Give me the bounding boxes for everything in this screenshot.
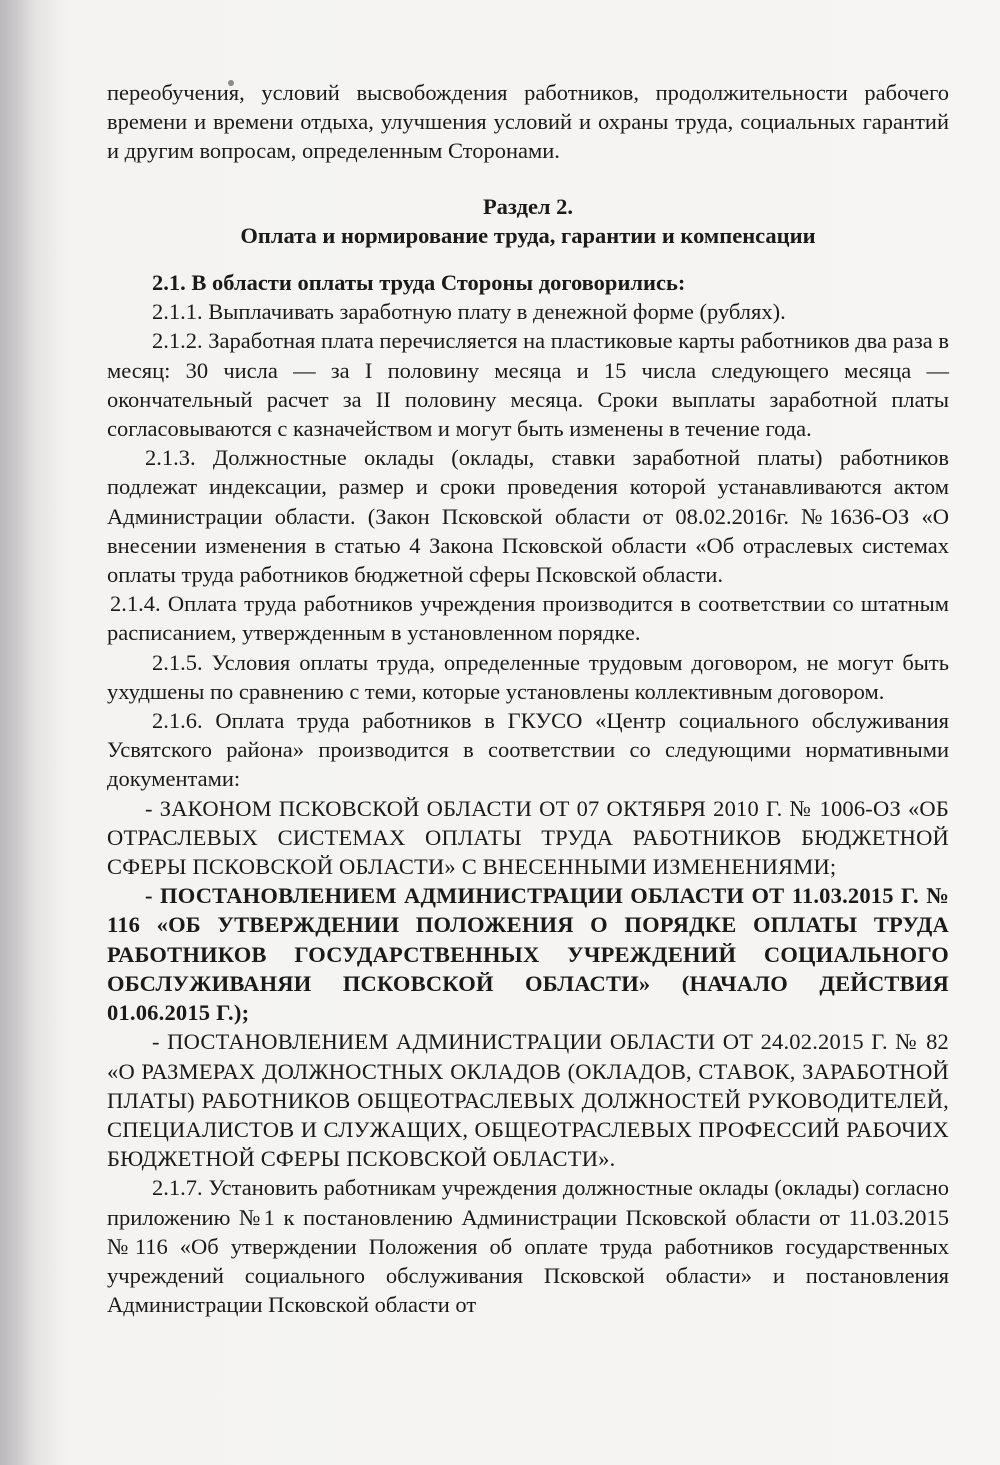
clause-2-1-1: 2.1.1. Выплачивать заработную плату в денежной форме (рублях). (152, 299, 786, 325)
normative-doc-1: - ЗАКОНОМ ПСКОВСКОЙ ОБЛАСТИ ОТ 07 ОКТЯБРЯ 2010 Г. № 1006-ОЗ «ОБ ОТРАСЛЕВЫХ СИСТЕМАХ ОПЛАТЫ ТРУДА РАБОТНИКОВ БЮДЖЕТНОЙ СФЕРЫ ПСКОВСКОЙ ОБЛАСТИ» С ВНЕСЕННЫМИ ИЗМЕНЕНИЯМИ; (107, 795, 949, 880)
section-title: Оплата и нормирование труда, гарантии и компенсации (240, 222, 816, 248)
clause-2-1-2: 2.1.2. Заработная плата перечисляется на пластиковые карты работников два раза в месяц: 30 числа — за I половину месяца и 15 числа следующего месяца — окончательный расчет за II половину месяца. Сроки выплаты заработной платы согласовываются с казначейством и могут быть изменены в течение года. (107, 328, 949, 442)
normative-doc-3: - ПОСТАНОВЛЕНИЕМ АДМИНИСТРАЦИИ ОБЛАСТИ ОТ 24.02.2015 Г. № 82 «О РАЗМЕРАХ ДОЛЖНОСТНЫХ ОКЛАДОВ (ОКЛАДОВ, СТАВОК, ЗАРАБОТНОЙ ПЛАТЫ) РАБОТНИКОВ ОБЩЕОТРАСЛЕВЫХ ДОЛЖНОСТЕЙ РУКОВОДИТЕЛЕЙ, СПЕЦИАЛИСТОВ И СЛУЖАЩИХ, ОБЩЕОТРАСЛЕВЫХ ПРОФЕССИЙ РАБОЧИХ БЮДЖЕТНОЙ СФЕРЫ ПСКОВСКОЙ ОБЛАСТИ». (107, 1029, 949, 1172)
document-body (107, 78, 949, 1319)
clause-2-1-6: 2.1.6. Оплата труда работников в ГКУСО «Центр социального обслуживания Усвятского района» производится в соответствии со следующими нормативными документами: (107, 708, 949, 792)
paragraph-intro: переобучения, условий высвобождения работников, продолжительности рабочего времени и времени отдыха, улучшения условий и охраны труда, социальных гарантий и другим вопросам, определенным Сторонами. (107, 80, 949, 164)
clause-2-1-4: 2.1.4. Оплата труда работников учреждения производится в соответствии со штатным расписанием, утвержденным в установленном порядке. (107, 591, 949, 646)
clause-2-1: 2.1. В области оплаты труда Стороны договорились: (152, 270, 686, 296)
clause-2-1-7: 2.1.7. Установить работникам учреждения должностные оклады (оклады) согласно приложению №1 к постановлению Администрации Псковской области от 11.03.2015 №116 «Об утверждении Положения об оплате труда работников государственных учреждений социального обслуживания Псковской области» и постановления Администрации Псковской области от (107, 1175, 949, 1318)
normative-doc-2: - ПОСТАНОВЛЕНИЕМ АДМИНИСТРАЦИИ ОБЛАСТИ ОТ 11.03.2015 Г. № 116 «ОБ УТВЕРЖДЕНИИ ПОЛОЖЕНИЯ О ПОРЯДКЕ ОПЛАТЫ ТРУДА РАБОТНИКОВ ГОСУДАРСТВЕННЫХ УЧРЕЖДЕНИЙ СОЦИАЛЬНОГО ОБСЛУЖИВАНЯИ ПСКОВСКОЙ ОБЛАСТИ» (НАЧАЛО ДЕЙСТВИЯ 01.06.2015 Г.); (107, 883, 949, 1026)
clause-2-1-5: 2.1.5. Условия оплаты труда, определенные трудовым договором, не могут быть ухудшены по сравнению с теми, которые установлены коллективным договором. (107, 649, 949, 704)
clause-2-1-3: 2.1.3. Должностные оклады (оклады, ставки заработной платы) работников подлежат индексации, размер и сроки проведения которой устанавливаются актом Администрации области. (Закон Псковской области от 08.02.2016г. №1636-ОЗ «О внесении изменения в статью 4 Закона Псковской области «Об отраслевых системах оплаты труда работников бюджетной сферы Псковской области. (107, 445, 949, 588)
section-number: Раздел 2. (482, 193, 574, 219)
binding-shadow (0, 0, 62, 1465)
